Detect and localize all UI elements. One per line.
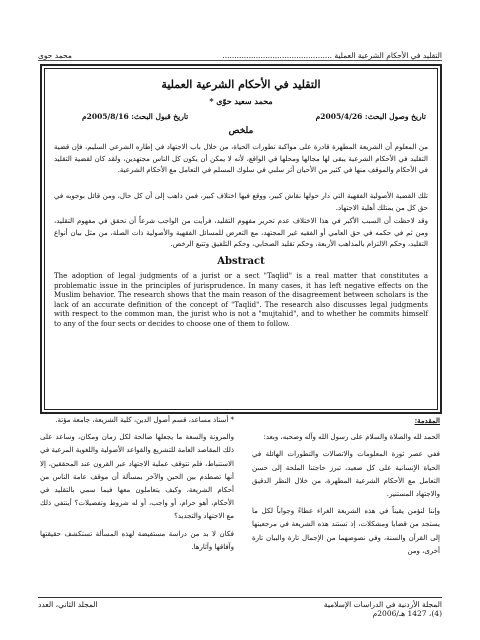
intro-p2: ففي عصر ثورة المعلومات والاتصالات والتطورات الهائلة في الحياة الإنسانية على كل صعيد، تبرز حاجتنا الملحة إلى حسن التعامل مع الأحكام الشرعية المطهرة، من خلال النظر الدقيق والاجتهاد المستنير.	[252, 450, 440, 499]
author-footnote: * أستاذ مساعد، قسم أصول الدين، كلية الشريعة، جامعة مؤتة.	[55, 416, 234, 424]
intro-p1: الحمد لله والصلاة والسلام على رسول الله وآله وصحبه، وبعد:	[263, 433, 440, 442]
article-title: التقليد في الأحكام الشرعية العملية	[161, 78, 321, 91]
journal-name: المجلة الأردنية في الدراسات الإسلامية	[323, 600, 442, 609]
abstract-ar-p2: تلك القضية الأصولية الفقهية التي دار حولها نقاش كبير، ووقع فيها اختلاف كبير، فمن ذاهب إلى أن كل حال، ومن قائل بوجوبه في حق كل من يمتلك أهلية الاجتهاد.	[54, 192, 428, 212]
intro-heading: المقدمة:	[414, 416, 440, 425]
abstract-en-heading: Abstract	[217, 256, 265, 267]
body-left-column	[40, 414, 234, 558]
body-left-p3: فكان لا بد من دراسة مستفيضة لهذه المسألة تستكشف حقيقتها وآفاقها وآثارها.	[40, 529, 234, 551]
journal-info	[324, 600, 442, 618]
body-right-column	[252, 414, 440, 562]
journal-issue: (4)، 1427 هـ/2006م	[372, 609, 442, 618]
article-author: محمد سعيد حوّى *	[209, 96, 273, 106]
running-header	[38, 46, 442, 61]
intro-p3: وإننا لنؤمن يقيناً في هذه الشريعة الغراء عطاءً وجواباً لكل ما يستجد من قضايا ومشكلات، إذ تستند هذه الشريعة في مرجعيتها إلى القرآن والسنة، وفي نصوصهما من الإجمال تارة والبيان تارة أخرى، ومن	[252, 507, 440, 555]
running-author: محمد حوى	[38, 51, 72, 60]
received-date: تاريخ وصول البحث: 2005/4/26م	[315, 112, 426, 121]
abstract-ar-p1: من المعلوم أن الشريعة المطهرة قادرة على مواكبة تطورات الحياة، من خلال باب الاجتهاد في إطاره الشرعي السليم، فإن قضية التقليد في الأحكام الشرعية يبقى لها مجالها ومحلها في الواقع، لأنه لا يمكن أن يكون كل الناس مجتهدين، ولقد كان لقضية التقليد في الأحكام والموقف منها في كثير من الأحيان أثر سلبي في سلوك المسلم في التعامل مع الأحكام الشرعية.	[54, 143, 428, 174]
abstract-en-text: The adoption of legal judgments of a jurist or a sect "Taqlid" is a real matter that constitutes a problematic issue in the principles of jurisprudence. In many cases, it has left negative effects on the Muslim behavior. The research shows that the main reason of the disagreement between scholars is the lack of an accurate definition of the concept of "Taqlid". The research also discusses legal judgments with respect to the common man, the jurist who is not a "mujtahid", and to whether he commits himself to any of the four sects or decides to choose one of them to follow.	[54, 272, 428, 328]
body-left-p2: والمرونة والسعة ما يجعلها صالحة لكل زمان ومكان، وساعد على ذلك المقاصد العامة للتشريع والقواعد الأصولية واللغوية المرعية في الاستنباط، فلم تتوقف عملية الاجتهاد عبر القرون عند المحققين، إلا أنها تصطدم بين الحين والآخر بمسألة أن موقف عامة الناس من أحكام الشريعة، وكيف يتعاملون معها فيما سمي بالتقليد في الأحكام، أهو حرام، أو واجب، أو له شروط وتفصيلات؟ أينتفي ذلك مع الاجتهاد والتجديد؟	[40, 433, 234, 521]
journal-volume: المجلد الثاني، العدد	[38, 600, 98, 609]
running-title: التقليد في الأحكام الشرعية العملية ..............................................	[222, 51, 442, 60]
abstract-frame	[40, 64, 442, 414]
page-footer	[38, 597, 442, 618]
abstract-ar-heading: ملخص	[228, 126, 254, 136]
accepted-date: تاريخ قبول البحث: 2005/8/16م	[82, 112, 189, 121]
dates-row	[82, 112, 426, 121]
abstract-ar-p3: وقد لاحظت أن السبب الأكبر في هذا الاختلاف عدم تحرير مفهوم التقليد، فرأيت من الواجب شرعاً أن نحقق في مفهوم التقليد، ومن ثم في حكمه في حق العامي أو الفقيه غير المجتهد، مع التعرض للمسائل الفقهية والأصولية ذات الصلة، من مثل بيان أنواع التقليد، وحكم الالتزام بالمذاهب الأربعة، وحكم تقليد الصحابي، وحكم التلفيق وتتبع الرخص.	[54, 217, 428, 248]
